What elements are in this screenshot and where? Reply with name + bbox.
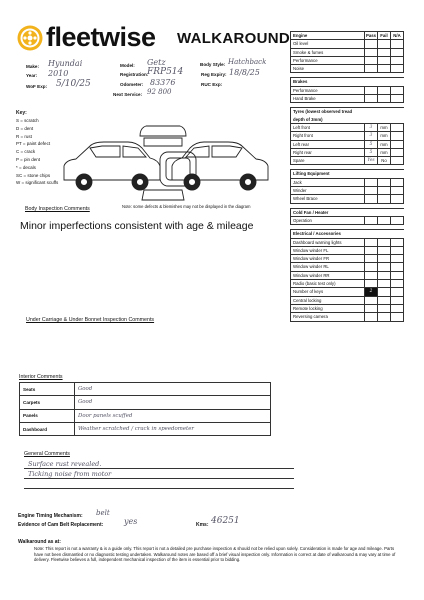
checklist-pass-cell[interactable]: [365, 216, 378, 224]
checklist-pass-cell[interactable]: [365, 313, 378, 321]
key-item: D = dent: [16, 125, 34, 131]
checklist-fail-cell[interactable]: [378, 246, 391, 254]
checklist-fail-cell[interactable]: [378, 296, 391, 304]
timing-label: Engine Timing Mechanism:: [18, 513, 83, 519]
checklist-na-cell[interactable]: [391, 157, 404, 165]
checklist-pass-cell[interactable]: [365, 86, 378, 94]
checklist-section: [291, 32, 404, 40]
checklist-na-cell[interactable]: [391, 195, 404, 203]
disclaimer-note: Note: This report is not a warranty & is a guide only. This report is not a detailed pre purchase inspection & should not be relied upon solely. Consideration is made for age and mileage. Parts have not been dismantled or no diagnostic testing undertaken. Walkaround notes are based off a brief visual inspection only. Information is correct at date of walkaround & may vary at time of delivery. Fleetwise believes a full, independent mechanical inspection of the item is essential prior to bidding.: [34, 546, 396, 563]
checklist-pass-cell[interactable]: [365, 246, 378, 254]
checklist-fail-cell[interactable]: [378, 271, 391, 279]
checklist-pass-cell[interactable]: Yes: [365, 157, 378, 165]
checklist-fail-cell[interactable]: [378, 238, 391, 246]
key-item: PT = paint defect: [16, 141, 51, 147]
checklist-row: [291, 304, 404, 312]
checklist-row: [291, 140, 404, 148]
checklist-row-label: Performance: [291, 86, 365, 94]
checklist-na-cell[interactable]: [391, 86, 404, 94]
checklist-row-label: Operation: [291, 216, 365, 224]
checklist-fail-cell[interactable]: [378, 280, 391, 288]
timing-value: belt: [96, 509, 110, 517]
checklist-fail-cell[interactable]: [378, 48, 391, 56]
checklist-row: [291, 187, 404, 195]
checklist-section: [291, 108, 404, 124]
checklist-na-cell[interactable]: [391, 65, 404, 73]
checklist-row-label: Window winder RL: [291, 263, 365, 271]
checklist-na-cell[interactable]: [391, 178, 404, 186]
key-item: S = scratch: [16, 118, 39, 123]
undercarriage-title: Under Carriage & Under Bonnet Inspection Comments: [26, 317, 155, 323]
checklist-section: [291, 208, 404, 216]
checklist-pass-cell[interactable]: 5: [365, 140, 378, 148]
key-item: SC = stone chips: [16, 172, 51, 178]
cambelt-label: Evidence of Cam Belt Replacement:: [18, 522, 104, 528]
interior-title: Interior Comments: [19, 374, 63, 380]
checklist-na-cell[interactable]: [391, 271, 404, 279]
checklist-pass-cell[interactable]: 3: [365, 123, 378, 131]
kms-value: 46251: [211, 516, 240, 526]
checklist-row: [291, 148, 404, 156]
checklist-row-label: Left rear: [291, 140, 365, 148]
checklist-na-cell[interactable]: [391, 123, 404, 131]
checklist-row: [291, 123, 404, 131]
checklist-section-title: Electrical / Accessories: [291, 230, 365, 238]
checklist-fail-cell[interactable]: [378, 288, 391, 296]
checklist-na-cell[interactable]: [391, 313, 404, 321]
checklist-na-cell[interactable]: [391, 246, 404, 254]
checklist-na-cell[interactable]: [391, 263, 404, 271]
make-value: Hyundai: [48, 59, 83, 68]
checklist-row-label: Oil level: [291, 40, 365, 48]
checklist-pass-cell[interactable]: 2: [365, 288, 378, 296]
checklist-fail-cell[interactable]: mm: [378, 140, 391, 148]
year-value: 2010: [48, 69, 69, 78]
checklist-row: [291, 178, 404, 186]
checklist-row: [291, 86, 404, 94]
checklist-row: [291, 40, 404, 48]
checklist-row: [291, 95, 404, 103]
checklist-row-label: Wheel Brace: [291, 195, 365, 203]
interior-row-label: Dashboard: [20, 422, 75, 435]
checklist-row-label: Window winder FR: [291, 255, 365, 263]
general-comment-line-1: Surface rust revealed.: [28, 460, 102, 468]
checklist-row-label: Spare: [291, 157, 365, 165]
ruc-expiry-label: RUC Exp:: [201, 82, 223, 87]
checklist-fail-cell[interactable]: mm: [378, 132, 391, 140]
checklist-row: [291, 65, 404, 73]
checklist-na-cell[interactable]: [391, 255, 404, 263]
checklist-header: N/A: [391, 32, 404, 40]
checklist-fail-cell[interactable]: [378, 195, 391, 203]
model-label: Model:: [120, 63, 135, 68]
checklist-row: [291, 296, 404, 304]
checklist-na-cell[interactable]: [391, 187, 404, 195]
interior-row: [20, 422, 271, 435]
checklist-fail-cell[interactable]: [378, 187, 391, 195]
checklist-row-label: Number of keys: [291, 288, 365, 296]
checklist-fail-cell[interactable]: [378, 263, 391, 271]
next-service-value: 92 800: [147, 88, 172, 96]
checklist-na-cell[interactable]: [391, 304, 404, 312]
brand-product: WALKAROUND: [177, 30, 290, 47]
checklist-row: [291, 255, 404, 263]
checklist-row: [291, 313, 404, 321]
checklist-pass-cell[interactable]: [365, 271, 378, 279]
checklist-row-label: Window winder RR: [291, 271, 365, 279]
checklist-row-label: Left front: [291, 123, 365, 131]
checklist-row: [291, 195, 404, 203]
checklist-header: Pass: [365, 33, 377, 38]
checklist-row-label: Dashboard warning lights: [291, 238, 365, 246]
checklist-pass-cell[interactable]: [365, 296, 378, 304]
cambelt-value: yes: [124, 517, 138, 526]
checklist-header: Fail: [378, 32, 391, 40]
checklist-na-cell[interactable]: [391, 95, 404, 103]
diagram-note: Note: some defects & blemishes may not be displayed in the diagram: [122, 204, 251, 209]
interior-row-label: Panels: [20, 409, 75, 422]
checklist-row: [291, 271, 404, 279]
checklist-row-label: Radio (basic test only): [291, 280, 365, 288]
interior-row-value: Good: [75, 396, 271, 409]
checklist-na-cell[interactable]: [391, 40, 404, 48]
checklist-row-label: Right rear: [291, 148, 365, 156]
interior-row-label: Seats: [20, 383, 75, 396]
body-style-value: Hatchback: [228, 58, 267, 66]
key-title: Key:: [16, 110, 27, 116]
checklist-section-title: Tyres (lowest observed tread depth of 3mm): [291, 108, 365, 124]
checklist-row-label: Winder: [291, 187, 365, 195]
rego-value: FRP514: [147, 67, 184, 77]
checklist-fail-cell[interactable]: [378, 56, 391, 64]
checklist-row-label: Jack: [291, 178, 365, 186]
checklist-fail-cell[interactable]: [378, 216, 391, 224]
checklist-row-label: Hand Brake: [291, 95, 365, 103]
checklist-pass-cell[interactable]: [365, 187, 378, 195]
checklist-section-title: Lifting Equipment: [291, 170, 365, 178]
interior-row: [20, 409, 271, 422]
checklist-fail-cell[interactable]: [378, 65, 391, 73]
checklist-pass-cell[interactable]: [365, 56, 378, 64]
odometer-value: 83376: [150, 78, 176, 87]
checklist-na-cell[interactable]: [391, 56, 404, 64]
car-diagram: [60, 124, 272, 204]
checklist-row: [291, 48, 404, 56]
checklist-row: [291, 288, 404, 296]
general-comment-line-2: Ticking noise from motor: [28, 470, 112, 478]
key-list: [16, 117, 58, 187]
checklist-section: [291, 230, 404, 238]
checklist-pass-cell[interactable]: [365, 263, 378, 271]
rego-label: Registration:: [120, 72, 149, 77]
key-item: R = rust: [16, 133, 32, 139]
reg-expiry-label: Reg Expiry:: [201, 72, 227, 77]
wof-label: WoF Exp:: [26, 84, 48, 89]
kms-label: Kms:: [196, 522, 209, 528]
checklist-pass-cell[interactable]: [365, 255, 378, 263]
checklist-fail-cell[interactable]: No: [378, 157, 391, 165]
key-item: * = decals: [16, 164, 36, 170]
checklist-row: [291, 132, 404, 140]
year-label: Year:: [26, 73, 38, 78]
checklist-pass-cell[interactable]: [365, 40, 378, 48]
checklist-pass-cell[interactable]: [365, 238, 378, 246]
interior-row-value: Weather scratched / crack in speedometer: [75, 422, 271, 435]
checklist-na-cell[interactable]: [391, 148, 404, 156]
checklist-row-label: Noise: [291, 65, 365, 73]
body-style-label: Body Style:: [200, 62, 226, 67]
checklist-pass-cell[interactable]: 5: [365, 148, 378, 156]
checklist-row: [291, 280, 404, 288]
checklist-row: [291, 246, 404, 254]
checklist-fail-cell[interactable]: [378, 40, 391, 48]
checklist-section: [291, 170, 404, 178]
defect-key: [16, 110, 58, 187]
checklist-fail-cell[interactable]: [378, 86, 391, 94]
checklist-row: [291, 56, 404, 64]
odometer-label: Odometer:: [120, 82, 144, 87]
checklist-section-title: Brakes: [291, 78, 365, 86]
inspection-checklist: [290, 31, 404, 326]
make-label: Make:: [26, 64, 40, 69]
body-inspection-comment: Minor imperfections consistent with age & mileage: [20, 220, 254, 232]
checklist-row: [291, 216, 404, 224]
interior-row-value: Good: [75, 383, 271, 396]
checklist-pass-cell[interactable]: [365, 304, 378, 312]
checklist-pass-cell[interactable]: [365, 95, 378, 103]
checklist-na-cell[interactable]: [391, 216, 404, 224]
model-value: Getz: [147, 58, 166, 67]
brand-name: fleetwise: [46, 22, 156, 52]
vehicle-details: [0, 0, 290, 100]
checklist-fail-cell[interactable]: mm: [378, 148, 391, 156]
wof-value: 5/10/25: [56, 79, 91, 89]
checklist-na-cell[interactable]: [391, 140, 404, 148]
checklist-fail-cell[interactable]: [378, 255, 391, 263]
checklist-fail-cell[interactable]: [378, 313, 391, 321]
reg-expiry-value: 18/8/25: [229, 68, 260, 77]
checklist-row-label: Performance: [291, 56, 365, 64]
checklist-row-label: Window winder FL: [291, 246, 365, 254]
checklist-na-cell[interactable]: [391, 48, 404, 56]
checklist-pass-cell[interactable]: [365, 48, 378, 56]
checklist-pass-cell[interactable]: [365, 178, 378, 186]
key-item: P = pin dent: [16, 156, 41, 162]
key-item: W = significant scuffs: [16, 180, 59, 186]
checklist-pass-cell[interactable]: [365, 65, 378, 73]
interior-table: [19, 382, 271, 436]
general-comments-title: General Comments: [24, 451, 70, 457]
checklist-section-title: Engine: [291, 32, 365, 40]
checklist-row-label: Right front: [291, 132, 365, 140]
checklist-row-label: Reversing camera: [291, 313, 365, 321]
checklist-row-label: Central locking: [291, 296, 365, 304]
checklist-row: [291, 263, 404, 271]
checklist-row-label: Remote locking: [291, 304, 365, 312]
checklist-row: [291, 238, 404, 246]
walkaround-date-label: Walkaround as at:: [18, 539, 61, 545]
interior-row: [20, 383, 271, 396]
body-inspection-title: Body Inspection Comments: [25, 206, 90, 212]
interior-row-label: Carpets: [20, 396, 75, 409]
checklist-pass-cell[interactable]: 3: [365, 132, 378, 140]
checklist-fail-cell[interactable]: [378, 304, 391, 312]
checklist-section-title: Cold Fan / Heater: [291, 208, 365, 216]
checklist-row: [291, 157, 404, 165]
checklist-pass-cell[interactable]: [365, 280, 378, 288]
interior-row: [20, 396, 271, 409]
checklist-fail-cell[interactable]: mm: [378, 123, 391, 131]
checklist-fail-cell[interactable]: [378, 95, 391, 103]
key-item: C = crack: [16, 149, 36, 155]
checklist-na-cell[interactable]: [391, 132, 404, 140]
checklist-na-cell[interactable]: [391, 296, 404, 304]
checklist-fail-cell[interactable]: [378, 178, 391, 186]
checklist-na-cell[interactable]: [391, 288, 404, 296]
checklist-pass-cell[interactable]: [365, 195, 378, 203]
next-service-label: Next Service:: [113, 92, 143, 97]
checklist-section: [291, 78, 404, 86]
checklist-row-label: Smoke & fumes: [291, 48, 365, 56]
interior-row-value: Door panels scuffed: [75, 409, 271, 422]
checklist-na-cell[interactable]: [391, 280, 404, 288]
checklist-na-cell[interactable]: [391, 238, 404, 246]
